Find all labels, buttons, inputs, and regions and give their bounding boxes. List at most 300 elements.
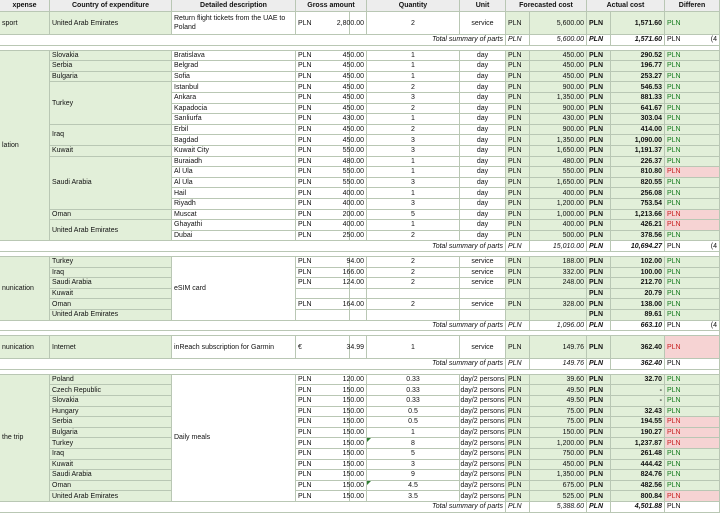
actual-cost: 138.00 [611, 299, 665, 310]
unit-cell: day [460, 61, 506, 72]
unit-cell: day [460, 167, 506, 178]
forecasted-cost: 1,200.00 [530, 199, 587, 210]
description-cell: Dubai [172, 231, 296, 242]
description-cell: Belgrad [172, 61, 296, 72]
unit-cell: service [460, 278, 506, 289]
unit-cell: day [460, 220, 506, 231]
summary-forecasted-cost: 149.76 [530, 359, 587, 370]
actual-currency: PLN [587, 278, 611, 289]
country-cell: Kuwait [50, 289, 172, 300]
difference-cell: PLN [665, 114, 720, 125]
column-header: Detailed description [172, 0, 296, 12]
unit-cell: day/2 persons [460, 396, 506, 407]
unit-cell: day [460, 199, 506, 210]
description-cell: Erbil [172, 125, 296, 136]
difference-cell: PLN [665, 460, 720, 471]
forecasted-cost: 248.00 [530, 278, 587, 289]
quantity-cell: 3 [367, 460, 460, 471]
difference-cell: PLN [665, 125, 720, 136]
difference-cell: PLN [665, 407, 720, 418]
summary-forecast-currency: PLN [506, 502, 530, 513]
gross-currency: PLN [296, 104, 350, 115]
description-cell: Buraiadh [172, 157, 296, 168]
forecast-currency: PLN [506, 428, 530, 439]
actual-cost: 1,090.00 [611, 135, 665, 146]
forecasted-cost: 450.00 [530, 61, 587, 72]
forecast-currency: PLN [506, 93, 530, 104]
gross-currency: PLN [296, 82, 350, 93]
gross-amount: 150.00 [350, 428, 367, 439]
gross-currency: PLN [296, 481, 350, 492]
forecast-currency: PLN [506, 12, 530, 35]
gross-amount: 450.00 [350, 125, 367, 136]
actual-currency: PLN [587, 470, 611, 481]
country-cell: Poland [50, 375, 172, 386]
difference-cell: PLN [665, 375, 720, 386]
forecast-currency: PLN [506, 268, 530, 279]
gross-currency: PLN [296, 146, 350, 157]
unit-cell: day [460, 188, 506, 199]
forecasted-cost: 188.00 [530, 257, 587, 268]
summary-difference: PLN [665, 502, 720, 513]
actual-currency: PLN [587, 51, 611, 62]
summary-actual-currency: PLN [587, 321, 611, 332]
difference-cell: PLN [665, 210, 720, 221]
gross-amount: 200.00 [350, 210, 367, 221]
actual-cost: 20.79 [611, 289, 665, 300]
quantity-cell [367, 289, 460, 300]
forecast-currency: PLN [506, 135, 530, 146]
country-cell: Turkey [50, 257, 172, 268]
quantity-cell: 5 [367, 449, 460, 460]
difference-cell: PLN [665, 199, 720, 210]
quantity-cell: 3 [367, 93, 460, 104]
country-cell: Saudi Arabia [50, 278, 172, 289]
country-cell: Iraq [50, 268, 172, 279]
unit-cell: day [460, 72, 506, 83]
gross-amount: 150.00 [350, 460, 367, 471]
gross-currency: PLN [296, 407, 350, 418]
summary-forecasted-cost: 5,600.00 [530, 35, 587, 46]
actual-cost: 641.67 [611, 104, 665, 115]
actual-cost: 1,213.66 [611, 210, 665, 221]
country-cell: Turkey [50, 438, 172, 449]
actual-currency: PLN [587, 125, 611, 136]
gross-currency: PLN [296, 268, 350, 279]
unit-cell: service [460, 299, 506, 310]
actual-currency: PLN [587, 299, 611, 310]
forecasted-cost: 1,350.00 [530, 135, 587, 146]
forecast-currency: PLN [506, 210, 530, 221]
difference-cell: PLN [665, 470, 720, 481]
actual-currency: PLN [587, 481, 611, 492]
description-cell: Daily meals [172, 375, 296, 502]
actual-cost: 253.27 [611, 72, 665, 83]
gross-amount [350, 310, 367, 321]
gross-amount: 150.00 [350, 417, 367, 428]
gross-amount: 150.00 [350, 470, 367, 481]
difference-cell: PLN [665, 178, 720, 189]
quantity-cell: 0.33 [367, 375, 460, 386]
forecast-currency: PLN [506, 491, 530, 502]
forecasted-cost: 480.00 [530, 157, 587, 168]
gross-currency: PLN [296, 12, 350, 35]
gross-amount: 124.00 [350, 278, 367, 289]
gross-amount: 94.00 [350, 257, 367, 268]
forecast-currency: PLN [506, 199, 530, 210]
forecast-currency: PLN [506, 146, 530, 157]
difference-cell: PLN [665, 167, 720, 178]
actual-cost: 800.84 [611, 491, 665, 502]
expense-category: the trip [0, 375, 50, 502]
summary-forecasted-cost: 5,388.60 [530, 502, 587, 513]
forecast-currency: PLN [506, 178, 530, 189]
actual-cost: 820.55 [611, 178, 665, 189]
actual-cost: 482.56 [611, 481, 665, 492]
description-cell: Bratislava [172, 51, 296, 62]
unit-cell: day/2 persons [460, 438, 506, 449]
quantity-cell: 4.5 [367, 481, 460, 492]
quantity-cell: 1 [367, 188, 460, 199]
difference-cell: PLN [665, 135, 720, 146]
expense-category: nunication [0, 257, 50, 321]
summary-label: Total summary of parts [0, 241, 506, 252]
forecasted-cost: 400.00 [530, 220, 587, 231]
forecasted-cost: 750.00 [530, 449, 587, 460]
actual-cost: 881.33 [611, 93, 665, 104]
forecasted-cost: 675.00 [530, 481, 587, 492]
forecasted-cost: 1,650.00 [530, 146, 587, 157]
actual-cost: 89.61 [611, 310, 665, 321]
gross-currency: PLN [296, 470, 350, 481]
actual-cost: 32.70 [611, 375, 665, 386]
actual-cost: 102.00 [611, 257, 665, 268]
actual-currency: PLN [587, 438, 611, 449]
difference-cell: PLN [665, 491, 720, 502]
gross-amount: 480.00 [350, 157, 367, 168]
quantity-cell: 3 [367, 146, 460, 157]
summary-actual-currency: PLN [587, 35, 611, 46]
gross-currency: PLN [296, 210, 350, 221]
actual-cost: 196.77 [611, 61, 665, 72]
gross-amount: 164.00 [350, 299, 367, 310]
unit-cell: day [460, 104, 506, 115]
gross-currency [296, 289, 350, 300]
gross-currency: PLN [296, 257, 350, 268]
gross-amount: 550.00 [350, 146, 367, 157]
forecasted-cost: 450.00 [530, 460, 587, 471]
gross-amount: 166.00 [350, 268, 367, 279]
description-cell: Bagdad [172, 135, 296, 146]
forecasted-cost: 1,350.00 [530, 93, 587, 104]
gross-amount: 150.00 [350, 396, 367, 407]
quantity-cell: 3 [367, 199, 460, 210]
actual-cost: 256.08 [611, 188, 665, 199]
actual-currency: PLN [587, 82, 611, 93]
gross-amount: 150.00 [350, 438, 367, 449]
summary-difference: PLN (4 [665, 241, 720, 252]
forecast-currency: PLN [506, 449, 530, 460]
actual-cost: 810.80 [611, 167, 665, 178]
actual-cost: 444.42 [611, 460, 665, 471]
country-cell: Iraq [50, 449, 172, 460]
description-cell: Ankara [172, 93, 296, 104]
summary-label: Total summary of parts [0, 359, 506, 370]
quantity-cell: 1 [367, 167, 460, 178]
column-header: xpense [0, 0, 50, 12]
actual-cost: 212.70 [611, 278, 665, 289]
forecasted-cost: 500.00 [530, 231, 587, 242]
forecasted-cost: 332.00 [530, 268, 587, 279]
unit-cell: day [460, 82, 506, 93]
gross-currency: PLN [296, 417, 350, 428]
quantity-cell: 2 [367, 82, 460, 93]
column-header: Gross amount [296, 0, 367, 12]
forecasted-cost: 450.00 [530, 72, 587, 83]
forecast-currency: PLN [506, 82, 530, 93]
forecast-currency: PLN [506, 375, 530, 386]
gross-currency: PLN [296, 231, 350, 242]
actual-currency: PLN [587, 210, 611, 221]
gross-currency: PLN [296, 438, 350, 449]
forecasted-cost: 1,200.00 [530, 438, 587, 449]
forecasted-cost: 150.00 [530, 428, 587, 439]
gross-amount: 450.00 [350, 93, 367, 104]
country-cell: Saudi Arabia [50, 157, 172, 210]
actual-currency: PLN [587, 61, 611, 72]
unit-cell: day [460, 231, 506, 242]
unit-cell: day [460, 210, 506, 221]
actual-cost: 1,571.60 [611, 12, 665, 35]
column-header: Country of expenditure [50, 0, 172, 12]
unit-cell: day/2 persons [460, 449, 506, 460]
gross-currency: PLN [296, 375, 350, 386]
gross-amount: 150.00 [350, 481, 367, 492]
actual-currency: PLN [587, 268, 611, 279]
summary-actual-cost: 4,501.88 [611, 502, 665, 513]
difference-cell: PLN [665, 289, 720, 300]
forecasted-cost: 328.00 [530, 299, 587, 310]
forecasted-cost: 39.60 [530, 375, 587, 386]
forecast-currency: PLN [506, 417, 530, 428]
forecasted-cost: 49.50 [530, 385, 587, 396]
summary-forecast-currency: PLN [506, 321, 530, 332]
actual-currency: PLN [587, 231, 611, 242]
actual-cost: 362.40 [611, 336, 665, 359]
gross-currency: PLN [296, 199, 350, 210]
actual-cost: 753.54 [611, 199, 665, 210]
forecast-currency: PLN [506, 407, 530, 418]
summary-actual-currency: PLN [587, 241, 611, 252]
quantity-cell: 1 [367, 51, 460, 62]
gross-currency: PLN [296, 135, 350, 146]
actual-currency: PLN [587, 310, 611, 321]
summary-actual-currency: PLN [587, 502, 611, 513]
forecasted-cost: 400.00 [530, 188, 587, 199]
summary-forecasted-cost: 15,010.00 [530, 241, 587, 252]
description-cell: Riyadh [172, 199, 296, 210]
unit-cell: day/2 persons [460, 481, 506, 492]
quantity-cell: 1 [367, 336, 460, 359]
forecast-currency: PLN [506, 481, 530, 492]
unit-cell: day [460, 135, 506, 146]
summary-label: Total summary of parts [0, 502, 506, 513]
unit-cell: day/2 persons [460, 385, 506, 396]
gross-currency: PLN [296, 460, 350, 471]
country-cell: Kuwait [50, 146, 172, 157]
gross-amount: 400.00 [350, 220, 367, 231]
gross-amount: 150.00 [350, 385, 367, 396]
gross-currency: PLN [296, 491, 350, 502]
quantity-cell [367, 310, 460, 321]
difference-cell: PLN [665, 231, 720, 242]
forecast-currency: PLN [506, 104, 530, 115]
forecasted-cost: 900.00 [530, 82, 587, 93]
quantity-cell: 8 [367, 438, 460, 449]
forecast-currency: PLN [506, 167, 530, 178]
actual-currency: PLN [587, 491, 611, 502]
gross-amount [350, 289, 367, 300]
unit-cell: day/2 persons [460, 491, 506, 502]
description-cell: Al Ula [172, 167, 296, 178]
country-cell: United Arab Emirates [50, 220, 172, 241]
actual-currency: PLN [587, 385, 611, 396]
actual-currency: PLN [587, 407, 611, 418]
expense-category: sport [0, 12, 50, 35]
difference-cell: PLN [665, 104, 720, 115]
summary-difference: PLN [665, 359, 720, 370]
difference-cell: PLN [665, 278, 720, 289]
forecast-currency: PLN [506, 470, 530, 481]
country-cell: United Arab Emirates [50, 310, 172, 321]
actual-currency: PLN [587, 104, 611, 115]
summary-difference: PLN (4 [665, 35, 720, 46]
country-cell: United Arab Emirates [50, 12, 172, 35]
forecasted-cost: 900.00 [530, 104, 587, 115]
gross-currency: PLN [296, 385, 350, 396]
gross-amount: 150.00 [350, 491, 367, 502]
forecasted-cost: 75.00 [530, 407, 587, 418]
forecasted-cost: 5,600.00 [530, 12, 587, 35]
country-cell: Slovakia [50, 51, 172, 62]
actual-cost: 1,237.87 [611, 438, 665, 449]
unit-cell: day [460, 178, 506, 189]
quantity-cell: 1 [367, 72, 460, 83]
actual-cost: 303.04 [611, 114, 665, 125]
difference-cell: PLN [665, 438, 720, 449]
forecasted-cost: 525.00 [530, 491, 587, 502]
gross-currency: PLN [296, 396, 350, 407]
country-cell: Kuwait [50, 460, 172, 471]
gross-currency: PLN [296, 428, 350, 439]
gross-amount: 450.00 [350, 104, 367, 115]
gross-amount: 150.00 [350, 449, 367, 460]
forecast-currency: PLN [506, 396, 530, 407]
actual-cost: 190.27 [611, 428, 665, 439]
unit-cell: day [460, 114, 506, 125]
actual-currency: PLN [587, 336, 611, 359]
difference-cell: PLN [665, 396, 720, 407]
forecast-currency: PLN [506, 220, 530, 231]
forecasted-cost: 430.00 [530, 114, 587, 125]
unit-cell: day/2 persons [460, 470, 506, 481]
description-cell: Istanbul [172, 82, 296, 93]
country-cell: Bulgaria [50, 72, 172, 83]
unit-cell: day/2 persons [460, 417, 506, 428]
actual-currency: PLN [587, 93, 611, 104]
actual-currency: PLN [587, 188, 611, 199]
actual-currency: PLN [587, 289, 611, 300]
difference-cell: PLN [665, 220, 720, 231]
gross-currency: PLN [296, 299, 350, 310]
difference-cell: PLN [665, 93, 720, 104]
gross-amount: 450.00 [350, 135, 367, 146]
gross-amount: 120.00 [350, 375, 367, 386]
actual-cost: 824.76 [611, 470, 665, 481]
gross-amount: 150.00 [350, 407, 367, 418]
column-header: Differen [665, 0, 720, 12]
country-cell: Saudi Arabia [50, 470, 172, 481]
quantity-cell: 2 [367, 278, 460, 289]
summary-label: Total summary of parts [0, 321, 506, 332]
gross-amount: 450.00 [350, 51, 367, 62]
difference-cell: PLN [665, 336, 720, 359]
forecast-currency: PLN [506, 125, 530, 136]
summary-forecast-currency: PLN [506, 35, 530, 46]
column-header: Unit [460, 0, 506, 12]
country-cell: United Arab Emirates [50, 491, 172, 502]
unit-cell: day [460, 125, 506, 136]
description-cell: Muscat [172, 210, 296, 221]
difference-cell: PLN [665, 257, 720, 268]
unit-cell: service [460, 268, 506, 279]
actual-currency: PLN [587, 428, 611, 439]
gross-currency: PLN [296, 220, 350, 231]
difference-cell: PLN [665, 481, 720, 492]
country-cell: Turkey [50, 82, 172, 124]
country-cell: Serbia [50, 61, 172, 72]
quantity-cell: 2 [367, 299, 460, 310]
difference-cell: PLN [665, 51, 720, 62]
actual-currency: PLN [587, 199, 611, 210]
gross-currency: PLN [296, 167, 350, 178]
quantity-cell: 3.5 [367, 491, 460, 502]
difference-cell: PLN [665, 61, 720, 72]
forecast-currency: PLN [506, 72, 530, 83]
description-cell: Kuwait City [172, 146, 296, 157]
forecast-currency [506, 310, 530, 321]
actual-currency: PLN [587, 460, 611, 471]
forecast-currency [506, 289, 530, 300]
actual-cost: 261.48 [611, 449, 665, 460]
quantity-cell: 2 [367, 104, 460, 115]
unit-cell [460, 310, 506, 321]
actual-cost: 194.55 [611, 417, 665, 428]
quantity-cell: 0.5 [367, 407, 460, 418]
quantity-cell: 0.33 [367, 385, 460, 396]
forecasted-cost: 900.00 [530, 125, 587, 136]
description-cell: Hail [172, 188, 296, 199]
summary-label: Total summary of parts [0, 35, 506, 46]
gross-currency: PLN [296, 157, 350, 168]
gross-currency: PLN [296, 114, 350, 125]
quantity-cell: 2 [367, 257, 460, 268]
description-cell: Kapadocia [172, 104, 296, 115]
description-cell: Al Ula [172, 178, 296, 189]
forecasted-cost: 550.00 [530, 167, 587, 178]
actual-currency: PLN [587, 257, 611, 268]
gross-currency: PLN [296, 178, 350, 189]
